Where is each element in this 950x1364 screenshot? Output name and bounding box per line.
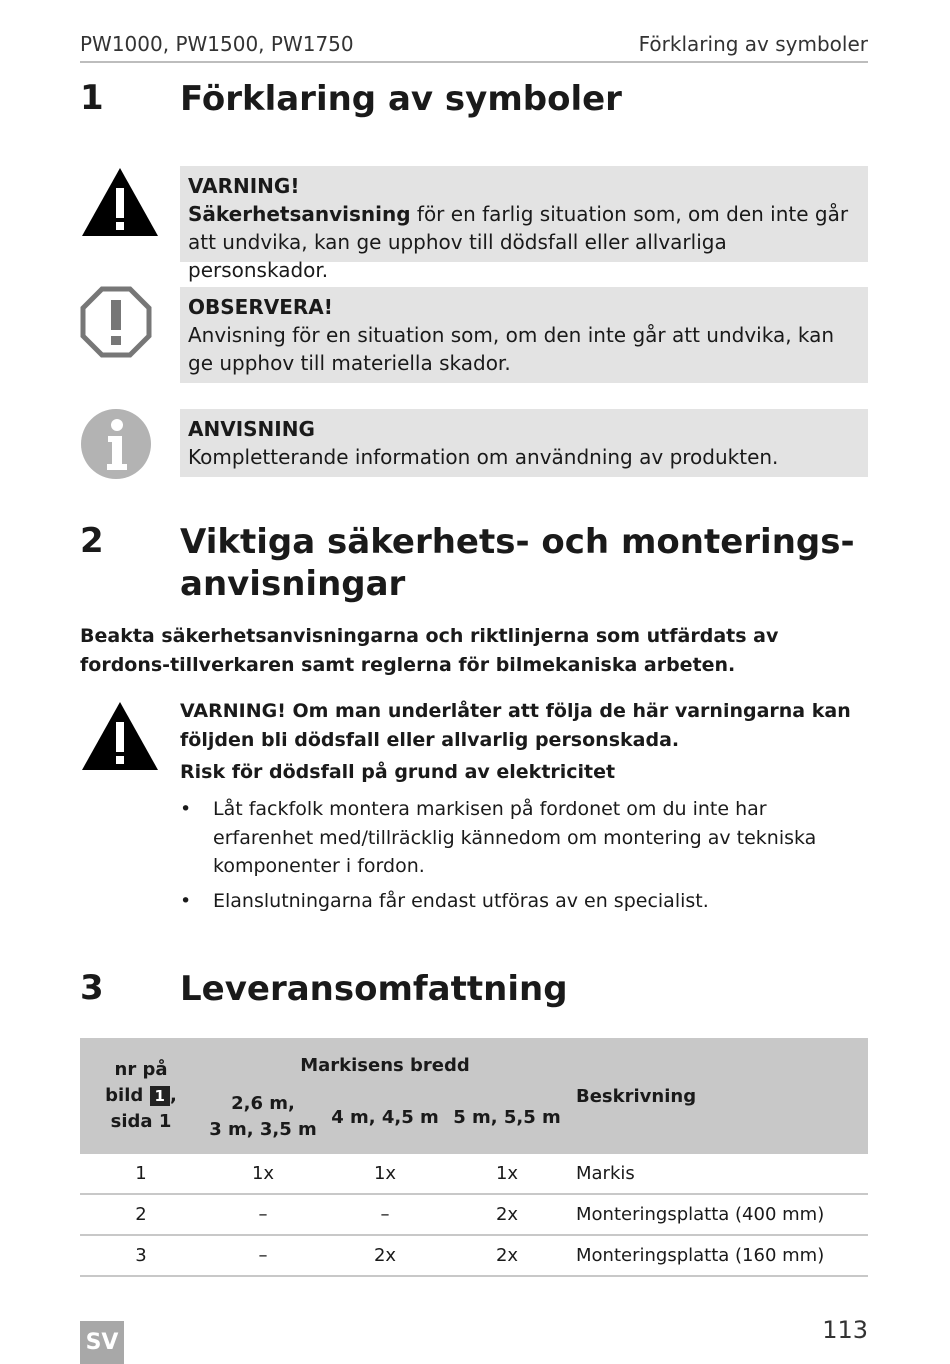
section-2-title: [180, 521, 855, 605]
col-width2-header: 4 m, 4,5 m: [324, 1080, 446, 1154]
cell-desc: Monteringsplatta (160 mm): [568, 1235, 868, 1276]
note-box: [180, 409, 868, 477]
cell-w2: –: [324, 1194, 446, 1235]
cell-w1: 1x: [202, 1154, 324, 1194]
col-nr-line1: nr på: [114, 1059, 168, 1080]
section-2-title-line2: anvisningar: [180, 564, 406, 604]
bullet-icon: •: [180, 890, 192, 912]
cell-nr: 2: [80, 1194, 202, 1235]
cell-nr: 3: [80, 1235, 202, 1276]
section-1-title: Förklaring av symboler: [180, 79, 622, 119]
table-row: [80, 1154, 868, 1194]
col-nr-line2: [81, 1083, 201, 1109]
warning-body: för en farlig situation som, om den inte går att undvika, kan ge upphov till dödsfall eller allvarliga personskador.: [188, 202, 849, 282]
warning-triangle-icon: [80, 166, 160, 242]
caution-text: Anvisning för en situation som, om den inte går att undvika, kan ge upphov till materiella skador.: [188, 323, 835, 375]
col-nr-bild: bild: [105, 1085, 144, 1106]
info-circle-icon: [80, 408, 152, 484]
header-divider: [80, 61, 868, 63]
list-item: [180, 887, 870, 916]
table-row: [80, 1235, 868, 1276]
cell-desc: Monteringsplatta (400 mm): [568, 1194, 868, 1235]
section-2-warning-heading: VARNING! Om man underlåter att följa de här varningarna kan följden bli dödsfall eller allvarlig personskada.: [180, 700, 851, 751]
section-2-number: 2: [80, 521, 104, 561]
warning-lead: Säkerhetsanvisning: [188, 202, 411, 226]
cell-nr: 1: [80, 1154, 202, 1194]
section-2-title-line1: Viktiga säkerhets- och monterings-: [180, 522, 855, 562]
header-models: PW1000, PW1500, PW1750: [80, 32, 354, 56]
cell-w3: 2x: [446, 1235, 568, 1276]
col-nr-comma: ,: [169, 1085, 177, 1106]
cell-desc: Markis: [568, 1154, 868, 1194]
group-header: Markisens bredd: [202, 1038, 568, 1080]
warning-title: VARNING!: [188, 174, 300, 198]
language-badge: SV: [80, 1321, 124, 1364]
caution-title: OBSERVERA!: [188, 295, 333, 319]
cell-w2: 1x: [324, 1154, 446, 1194]
cell-w3: 2x: [446, 1194, 568, 1235]
risk-title: Risk för dödsfall på grund av elektricitet: [180, 761, 616, 783]
figure-badge: 1: [150, 1086, 170, 1106]
list-item: [180, 795, 870, 881]
cell-w3: 1x: [446, 1154, 568, 1194]
warning-box: [180, 166, 868, 282]
col-nr-header: [80, 1038, 202, 1154]
warning-text: [188, 200, 860, 284]
section-2-intro: Beakta säkerhetsanvisningarna och riktlinjerna som utfärdats av fordons-tillverkaren samt reglerna för bilmekaniska arbeten.: [80, 625, 779, 676]
note-title: ANVISNING: [188, 417, 315, 441]
col-desc-header: Beskrivning: [568, 1038, 868, 1154]
header-section: Förklaring av symboler: [638, 32, 868, 56]
col-width1-line2: 3 m, 3,5 m: [209, 1119, 317, 1140]
bullet-icon: •: [180, 798, 192, 820]
note-text: Kompletterande information om användning av produkten.: [188, 445, 779, 469]
list-item-text: Låt fackfolk montera markisen på fordonet om du inte har erfarenhet med/tillräcklig kännedom om montering av tekniska komponenter i fordon.: [213, 798, 817, 877]
cell-w2: 2x: [324, 1235, 446, 1276]
list-item-text: Elanslutningarna får endast utföras av en specialist.: [213, 890, 709, 912]
scope-table: [80, 1038, 868, 1277]
col-width1-line1: 2,6 m,: [231, 1093, 295, 1114]
col-width1-header: [202, 1080, 324, 1154]
cell-w1: –: [202, 1194, 324, 1235]
page-number: 113: [822, 1316, 868, 1344]
warning-triangle-icon: [80, 700, 160, 776]
cell-w1: –: [202, 1235, 324, 1276]
section-1-number: 1: [80, 78, 104, 118]
table-row: [80, 1194, 868, 1235]
col-nr-line3: sida 1: [110, 1111, 172, 1132]
col-width3-header: 5 m, 5,5 m: [446, 1080, 568, 1154]
caution-box: [180, 287, 868, 383]
caution-octagon-icon: [80, 286, 152, 362]
section-3-title: Leveransomfattning: [180, 969, 568, 1009]
section-3-number: 3: [80, 968, 104, 1008]
